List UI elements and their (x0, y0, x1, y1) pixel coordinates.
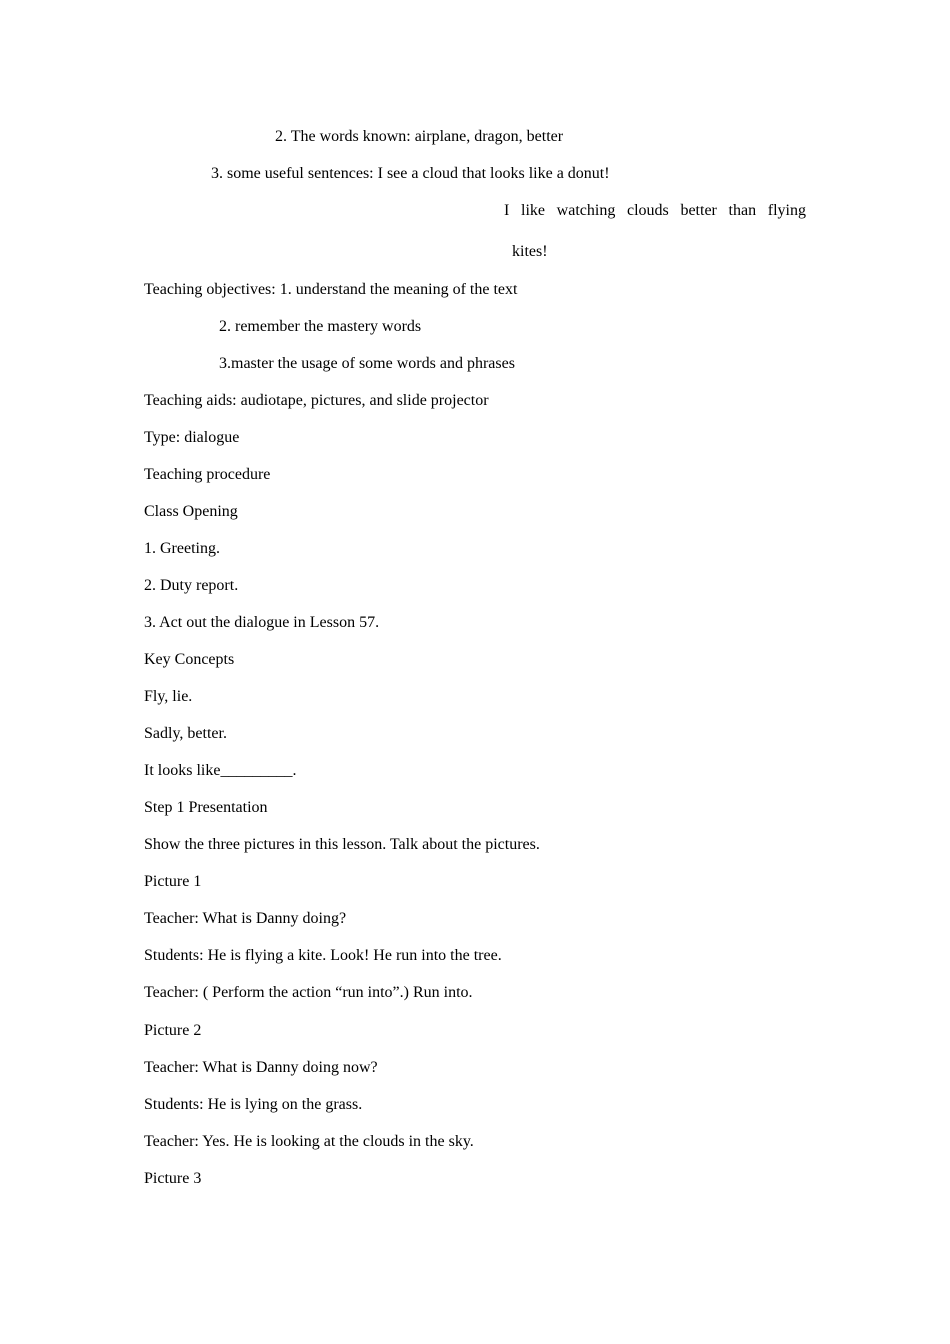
procedure-heading: Teaching procedure (144, 466, 271, 483)
objectives-heading: Teaching objectives: 1. understand the meaning of the text (144, 281, 518, 298)
key-concepts-heading: Key Concepts (144, 651, 235, 668)
useful-sentences-line: 3. some useful sentences: I see a cloud that looks like a donut! (211, 165, 610, 182)
dialogue-line: Teacher: ( Perform the action “run into”.) Run into. (144, 984, 473, 1001)
dialogue-line: Teacher: What is Danny doing? (144, 910, 347, 927)
step1-intro: Show the three pictures in this lesson. Talk about the pictures. (144, 836, 540, 853)
class-opening-item: 1. Greeting. (144, 540, 220, 557)
dialogue-line: Teacher: What is Danny doing now? (144, 1059, 378, 1076)
picture2-label: Picture 2 (144, 1022, 202, 1039)
objective-item-3: 3.master the usage of some words and phrases (219, 355, 515, 372)
picture1-label: Picture 1 (144, 873, 202, 890)
words-known-line: 2. The words known: airplane, dragon, better (275, 128, 564, 145)
sentence-two-line-2: kites! (512, 243, 548, 260)
type-line: Type: dialogue (144, 429, 240, 446)
picture3-label: Picture 3 (144, 1170, 202, 1187)
step1-heading: Step 1 Presentation (144, 799, 268, 816)
sentence-two-line-1: I like watching clouds better than flying (504, 202, 806, 219)
dialogue-line: Students: He is lying on the grass. (144, 1096, 363, 1113)
teaching-aids-line: Teaching aids: audiotape, pictures, and slide projector (144, 392, 489, 409)
class-opening-item: 2. Duty report. (144, 577, 239, 594)
key-concept-item: Fly, lie. (144, 688, 193, 705)
dialogue-line: Teacher: Yes. He is looking at the clouds in the sky. (144, 1133, 474, 1150)
class-opening-item: 3. Act out the dialogue in Lesson 57. (144, 614, 380, 631)
key-concept-item: Sadly, better. (144, 725, 227, 742)
key-concept-item: It looks like_________. (144, 762, 297, 779)
dialogue-line: Students: He is flying a kite. Look! He run into the tree. (144, 947, 502, 964)
class-opening-heading: Class Opening (144, 503, 238, 520)
objective-item-2: 2. remember the mastery words (219, 318, 422, 335)
